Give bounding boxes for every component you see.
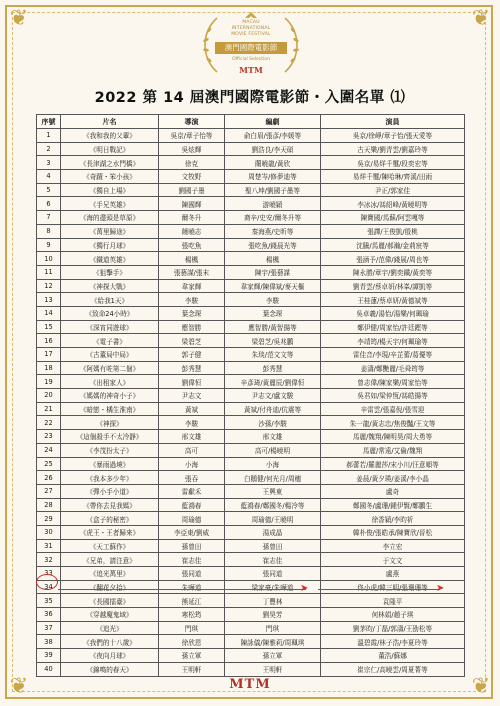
- cell-director: 熊延江: [159, 594, 225, 608]
- table-row: [37, 183, 465, 197]
- emblem-brand: MTM: [239, 65, 263, 75]
- cell-cast: 盧燕: [321, 567, 465, 581]
- cell-title: 《長國擂臺》: [61, 594, 159, 608]
- cell-director: 小海: [159, 457, 225, 471]
- table-row: [37, 525, 465, 539]
- cell-writer: 張同道: [225, 567, 321, 581]
- cell-writer: 李駿: [225, 293, 321, 307]
- cell-title: 《穿越魔鬼域》: [61, 608, 159, 622]
- cell-title: 《暗戀・橘生淮南》: [61, 402, 159, 416]
- cell-director: 張同道: [159, 567, 225, 581]
- cell-writer: 周瑜德/王曉明: [225, 512, 321, 526]
- cell-writer: 藍鴻春/鄭國冬/楊冷等: [225, 498, 321, 512]
- cell-cast: 韓朴俊/張皓承/陳寶欣/晉松: [321, 525, 465, 539]
- cell-cast: 馬麗/魏翔/陳明昊/周大勇等: [321, 430, 465, 444]
- red-underline: [58, 589, 306, 590]
- footer-brand: MTM: [229, 677, 271, 692]
- table-row: [37, 320, 465, 334]
- table-row: [37, 334, 465, 348]
- cell-number: 2: [37, 142, 61, 156]
- cell-cast: 董浩/蘇娜: [321, 649, 465, 663]
- emblem-selection: Official Selection: [232, 57, 270, 62]
- cell-title: 《帶你去見我媽》: [61, 498, 159, 512]
- cell-cast: 雷佳音/李現/辛芷蕾/葛優等: [321, 348, 465, 362]
- table-header-row: [37, 115, 465, 129]
- cell-writer: 蘭曉龍/黃欣: [225, 156, 321, 170]
- column-header: 演員: [321, 115, 465, 129]
- emblem-festival-name: 澳門國際電影節: [215, 42, 287, 54]
- cell-director: 徐欣恩: [159, 635, 225, 649]
- cell-writer: 丁豐林: [225, 594, 321, 608]
- table-row: [37, 457, 465, 471]
- column-header: 編劇: [225, 115, 321, 129]
- cell-director: 陳國輝: [159, 197, 225, 211]
- table-row: [37, 402, 465, 416]
- table-row: [37, 498, 465, 512]
- cell-writer: 楊楓: [225, 252, 321, 266]
- cell-title: 《夜向月球》: [61, 649, 159, 663]
- cell-number: 23: [37, 430, 61, 444]
- cell-director: 李駿: [159, 416, 225, 430]
- cell-director: 應智勝: [159, 320, 225, 334]
- corner-ornament-icon: ❦: [471, 6, 491, 31]
- cell-director: 韋家輝: [159, 279, 225, 293]
- table-row: [37, 129, 465, 143]
- cell-title: 《兄弟，請注意》: [61, 553, 159, 567]
- cell-title: 《電子書》: [61, 334, 159, 348]
- cell-writer: 辛彥琦/黃麗辰/劉偉恒: [225, 375, 321, 389]
- cell-number: 21: [37, 402, 61, 416]
- corner-ornament-icon: ❦: [9, 6, 29, 31]
- cell-director: 周瑜德: [159, 512, 225, 526]
- emblem-text: INTERNATIONAL: [231, 26, 271, 31]
- cell-title: 《盒子的秘密》: [61, 512, 159, 526]
- cell-cast: 吳京/徐崢/章子怡/張天愛等: [321, 129, 465, 143]
- cell-number: 31: [37, 539, 61, 553]
- cell-writer: 周楚岑/修夢迪等: [225, 170, 321, 184]
- cell-director: 張吃魚: [159, 238, 225, 252]
- table-row: [37, 348, 465, 362]
- table-row: [37, 635, 465, 649]
- cell-title: 《我和我的父輩》: [61, 129, 159, 143]
- cell-title: 《給我1天》: [61, 293, 159, 307]
- cell-number: 32: [37, 553, 61, 567]
- cell-cast: 吳京/易烊千璽/段奕宏等: [321, 156, 465, 170]
- cell-cast: 張涵予/范偉/錢展/周也等: [321, 252, 465, 266]
- cell-title: 《翻花夕拾》: [61, 580, 159, 594]
- cell-number: 35: [37, 594, 61, 608]
- cell-director: 文牧野: [159, 170, 225, 184]
- cell-cast: 姜晨/黃夕瑛/姜溪/李小晶: [321, 471, 465, 485]
- cell-title: 《奇蹟・笨小孩》: [61, 170, 159, 184]
- cell-number: 34: [37, 580, 61, 594]
- cell-cast: 劉茅昀/丁磊/郭濤/王劭松等: [321, 621, 465, 635]
- table-row: [37, 197, 465, 211]
- cell-cast: 吳君如/梁仲恆/馮皓揚等: [321, 389, 465, 403]
- cell-director: 彭秀慧: [159, 361, 225, 375]
- cell-cast: 劉青雲/蔡卓妍/林峯/譚凱等: [321, 279, 465, 293]
- cell-number: 24: [37, 443, 61, 457]
- cell-director: 李亞東/劉威: [159, 525, 225, 539]
- table-row: [37, 594, 465, 608]
- cell-cast: 陳寶國/馬蘇/阿雲嘎等: [321, 211, 465, 225]
- table-row: [37, 512, 465, 526]
- cell-number: 17: [37, 348, 61, 362]
- cell-number: 4: [37, 170, 61, 184]
- cell-cast: 李立宏: [321, 539, 465, 553]
- cell-writer: 梁碧芝/吳兆鵬: [225, 334, 321, 348]
- table-row: [37, 156, 465, 170]
- cell-writer: 聖八坤/劉國子墨等: [225, 183, 321, 197]
- table-row: [37, 580, 465, 594]
- cell-writer: 門琪: [225, 621, 321, 635]
- cell-writer: 游曉穎: [225, 197, 321, 211]
- cell-cast: 王桂蓮/蔡卓妍/黃德斌等: [321, 293, 465, 307]
- cell-director: 徐克: [159, 156, 225, 170]
- cell-title: 《鐵道英雄》: [61, 252, 159, 266]
- cell-writer: 高可/楊曉明: [225, 443, 321, 457]
- cell-title: 《我們的十八歲》: [61, 635, 159, 649]
- cell-number: 6: [37, 197, 61, 211]
- table-row: [37, 608, 465, 622]
- red-arrow-icon: ➤: [436, 583, 445, 594]
- cell-cast: 郝蕾若/羅麗莎/宋小川/汪意順等: [321, 457, 465, 471]
- selection-table: [36, 114, 465, 677]
- cell-director: 劉國子墨: [159, 183, 225, 197]
- cell-director: 雷獻禾: [159, 484, 225, 498]
- table-row: [37, 662, 465, 676]
- cell-title: 《手兄英雄》: [61, 197, 159, 211]
- cell-cast: 姜濤/鄭艷麗/毛舜筠等: [321, 361, 465, 375]
- cell-number: 5: [37, 183, 61, 197]
- table-row: [37, 142, 465, 156]
- cell-title: 《虎王・王者歸來》: [61, 525, 159, 539]
- cell-director: 爾冬升: [159, 211, 225, 225]
- cell-cast: 沈騰/馬麗/郝瀚/金荊宸等: [321, 238, 465, 252]
- cell-director: 藍鴻春: [159, 498, 225, 512]
- cell-cast: 辛雷雲/張嘉倪/張雪迎: [321, 402, 465, 416]
- cell-director: 饒曉志: [159, 224, 225, 238]
- cell-number: 30: [37, 525, 61, 539]
- row-34-circle-mark: [36, 574, 58, 590]
- cell-number: 8: [37, 224, 61, 238]
- cell-number: 40: [37, 662, 61, 676]
- cell-number: 38: [37, 635, 61, 649]
- table-row: [37, 306, 465, 320]
- table-row: [37, 416, 465, 430]
- cell-director: 吳京/章子怡等: [159, 129, 225, 143]
- table-row: [37, 224, 465, 238]
- cell-title: 《深宵同遊球》: [61, 320, 159, 334]
- cell-title: 《媽媽的神奇小子》: [61, 389, 159, 403]
- cell-writer: 韋家輝/陳偉斌/麥天樞: [225, 279, 321, 293]
- cell-number: 29: [37, 512, 61, 526]
- cell-number: 14: [37, 306, 61, 320]
- cell-cast: 曾志偉/陳家樂/周家怡等: [321, 375, 465, 389]
- column-header: 片名: [61, 115, 159, 129]
- cell-director: 李駿: [159, 293, 225, 307]
- cell-cast: 尹正/郭家佳: [321, 183, 465, 197]
- table-row: [37, 361, 465, 375]
- column-header: 導演: [159, 115, 225, 129]
- cell-director: 張藝謀/張末: [159, 265, 225, 279]
- red-arrow-icon: ➤: [300, 583, 309, 594]
- corner-ornament-icon: ❦: [9, 674, 29, 699]
- cell-number: 33: [37, 567, 61, 581]
- cell-director: 王明軒: [159, 662, 225, 676]
- cell-title: 《獨行月球》: [61, 238, 159, 252]
- cell-writer: 湯成晶: [225, 525, 321, 539]
- table-row: [37, 293, 465, 307]
- cell-writer: 葉念琛: [225, 306, 321, 320]
- cell-number: 18: [37, 361, 61, 375]
- cell-writer: 應智勝/黃智揚等: [225, 320, 321, 334]
- cell-director: 楊楓: [159, 252, 225, 266]
- cell-writer: 彭秀慧: [225, 361, 321, 375]
- cell-writer: 陳宇/張藝謀: [225, 265, 321, 279]
- cell-cast: 易烊千璽/陳哈琳/齊溪/田雨: [321, 170, 465, 184]
- cell-title: 《彈小手小道》: [61, 484, 159, 498]
- emblem-text: MOVIE FESTIVAL: [231, 32, 271, 37]
- table-row: [37, 238, 465, 252]
- cell-writer: 裔辛/史安/爾冬升等: [225, 211, 321, 225]
- festival-emblem: [195, 10, 307, 90]
- cell-title: 《明日戰記》: [61, 142, 159, 156]
- cell-director: 孫立軍: [159, 649, 225, 663]
- cell-cast: 鄭國冬/盧珊/鍾伊賢/鄭鵬生: [321, 498, 465, 512]
- cell-writer: 俞白眉/張彥/李媛等: [225, 129, 321, 143]
- cell-cast: 溫碧霞/林子浩/李夏玲等: [321, 635, 465, 649]
- cell-writer: 劉昊芳: [225, 608, 321, 622]
- cell-title: 《獨自上場》: [61, 183, 159, 197]
- cell-writer: 黃斌/付舟迪/伉震等: [225, 402, 321, 416]
- cell-writer: 梁家豪/朱曄道: [225, 580, 321, 594]
- cell-director: 梁碧芝: [159, 334, 225, 348]
- table-row: [37, 471, 465, 485]
- cell-cast: 張譯/王俊凱/殷桃: [321, 224, 465, 238]
- cell-director: 劉偉恒: [159, 375, 225, 389]
- cell-title: 《暴雨過境》: [61, 457, 159, 471]
- cell-number: 19: [37, 375, 61, 389]
- cell-writer: 王明軒: [225, 662, 321, 676]
- cell-number: 12: [37, 279, 61, 293]
- column-header: 序號: [37, 115, 61, 129]
- cell-director: 葉念琛: [159, 306, 225, 320]
- cell-title: 《海的盡頭是草原》: [61, 211, 159, 225]
- cell-title: 《萬里歸途》: [61, 224, 159, 238]
- cell-cast: 李靖筠/楊天宇/何珮瑜等: [321, 334, 465, 348]
- cell-writer: 劉浩良/李天碩: [225, 142, 321, 156]
- table-row: [37, 279, 465, 293]
- cell-title: 《李茂扮太子》: [61, 443, 159, 457]
- cell-cast: 吳卓羲/湯怡/湯樂/何珮瑜: [321, 306, 465, 320]
- cell-number: 37: [37, 621, 61, 635]
- cell-number: 7: [37, 211, 61, 225]
- cell-writer: 崔志佳: [225, 553, 321, 567]
- cell-number: 16: [37, 334, 61, 348]
- table-row: [37, 443, 465, 457]
- cell-number: 3: [37, 156, 61, 170]
- cell-director: 吳炫輝: [159, 142, 225, 156]
- table-row: [37, 389, 465, 403]
- cell-number: 39: [37, 649, 61, 663]
- cell-cast: 朱一龍/黃志忠/焦俊豔/王文等: [321, 416, 465, 430]
- cell-number: 26: [37, 471, 61, 485]
- cell-director: 郭子健: [159, 348, 225, 362]
- cell-title: 《追光萬里》: [61, 567, 159, 581]
- cell-director: 高可: [159, 443, 225, 457]
- cell-title: 《古董局中局》: [61, 348, 159, 362]
- cell-cast: 陳永勝/章宇/劉奕鐵/黃奕等: [321, 265, 465, 279]
- cell-title: 《神探》: [61, 416, 159, 430]
- cell-director: 黃斌: [159, 402, 225, 416]
- cell-writer: 王興東: [225, 484, 321, 498]
- cell-cast: 何林娟/趙子琪: [321, 608, 465, 622]
- cell-cast: 崔宗仁/高曉雲/周夏菁等: [321, 662, 465, 676]
- cell-number: 25: [37, 457, 61, 471]
- cell-number: 10: [37, 252, 61, 266]
- cell-director: 寒松筠: [159, 608, 225, 622]
- cell-writer: 孫立軍: [225, 649, 321, 663]
- cell-cast: 李冰冰/馮紹峰/黃曉明等: [321, 197, 465, 211]
- cell-number: 28: [37, 498, 61, 512]
- cell-number: 11: [37, 265, 61, 279]
- cell-number: 36: [37, 608, 61, 622]
- table-row: [37, 621, 465, 635]
- cell-director: 尹志文: [159, 389, 225, 403]
- cell-cast: 徐香穎/李昀祈: [321, 512, 465, 526]
- cell-cast: 古天樂/劉青雲/劉嘉玲等: [321, 142, 465, 156]
- cell-title: 《我本多少年》: [61, 471, 159, 485]
- cell-writer: 張吃魚/錢晨光等: [225, 238, 321, 252]
- table-row: [37, 252, 465, 266]
- cell-writer: 白鵝健/何光月/周穗: [225, 471, 321, 485]
- table-row: [37, 484, 465, 498]
- cell-number: 1: [37, 129, 61, 143]
- cell-number: 20: [37, 389, 61, 403]
- cell-title: 《追光》: [61, 621, 159, 635]
- cell-cast: 袁隆平: [321, 594, 465, 608]
- cell-cast: 鄭伊健/周家怡/許廷鏗等: [321, 320, 465, 334]
- page-title: 2022 第 14 屆澳門國際電影節・入圍名單 ⑴: [94, 90, 406, 106]
- cell-title: 《長津湖之水門橋》: [61, 156, 159, 170]
- cell-title: 《這個殺手不太冷靜》: [61, 430, 159, 444]
- cell-number: 27: [37, 484, 61, 498]
- cell-writer: 孫曾田: [225, 539, 321, 553]
- cell-number: 13: [37, 293, 61, 307]
- corner-ornament-icon: ❦: [471, 674, 491, 699]
- cell-writer: 秦海燕/史昕等: [225, 224, 321, 238]
- table-row: [37, 567, 465, 581]
- cell-cast: 佟小虎/韓三明/張珊珊等: [321, 580, 465, 594]
- emblem-text: MACAU: [242, 20, 260, 25]
- cell-writer: 朱琰/范文文等: [225, 348, 321, 362]
- cell-director: 張吞: [159, 471, 225, 485]
- cell-title: 《狙擊手》: [61, 265, 159, 279]
- cell-writer: 陳詠儀/陳雅莉/周珮琪: [225, 635, 321, 649]
- cell-title: 《神探大戰》: [61, 279, 159, 293]
- table-row: [37, 553, 465, 567]
- table-row: [37, 211, 465, 225]
- cell-title: 《天工蘇作》: [61, 539, 159, 553]
- table-row: [37, 265, 465, 279]
- cell-number: 15: [37, 320, 61, 334]
- cell-writer: 尹志文/盧文駿: [225, 389, 321, 403]
- table-row: [37, 375, 465, 389]
- cell-title: 《錦鳴的春天》: [61, 662, 159, 676]
- cell-cast: 于文文: [321, 553, 465, 567]
- cell-number: 9: [37, 238, 61, 252]
- table-row: [37, 170, 465, 184]
- cell-cast: 盧奇: [321, 484, 465, 498]
- table-row: [37, 430, 465, 444]
- table-row: [37, 539, 465, 553]
- table-row: [37, 649, 465, 663]
- cell-director: 邢文雄: [159, 430, 225, 444]
- cell-writer: 小海: [225, 457, 321, 471]
- cell-writer: 邢文雄: [225, 430, 321, 444]
- cell-director: 門琪: [159, 621, 225, 635]
- cell-director: 朱曄道: [159, 580, 225, 594]
- cell-director: 崔志佳: [159, 553, 225, 567]
- cell-cast: 馬麗/常遠/艾倫/魏翔: [321, 443, 465, 457]
- cell-number: 22: [37, 416, 61, 430]
- cell-title: 《出租家人》: [61, 375, 159, 389]
- cell-title: 《致命24小時》: [61, 306, 159, 320]
- cell-director: 孫曾田: [159, 539, 225, 553]
- red-underline: [318, 589, 440, 590]
- cell-title: 《阿媽有咗第二個》: [61, 361, 159, 375]
- cell-writer: 沙孫/李駿: [225, 416, 321, 430]
